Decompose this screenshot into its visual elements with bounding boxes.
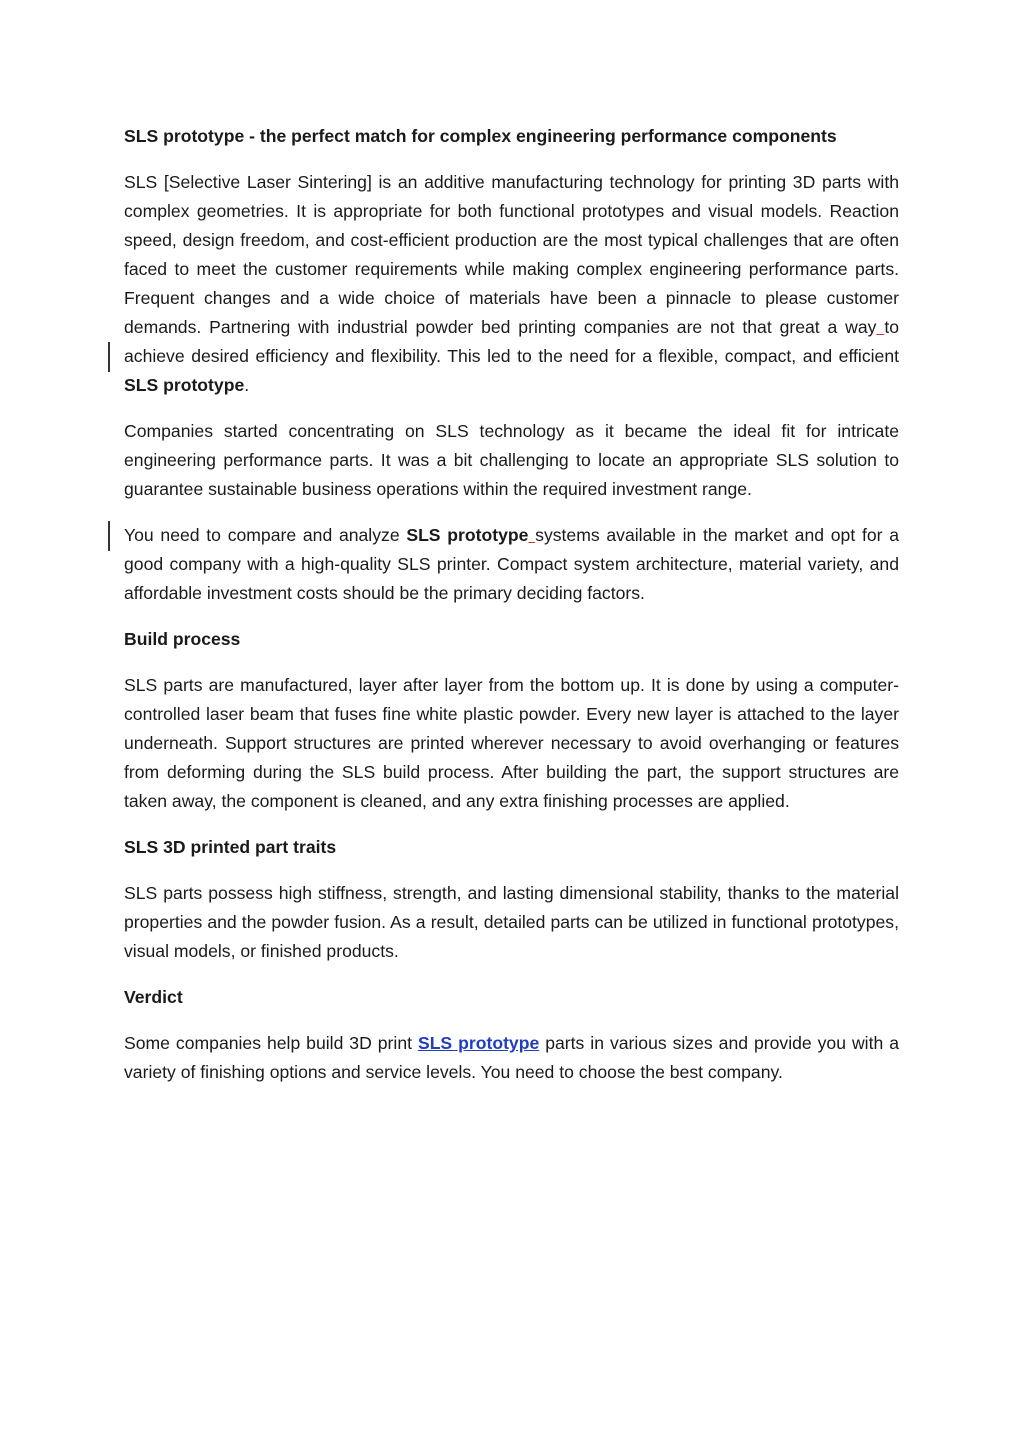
traits-heading: SLS 3D printed part traits	[124, 837, 337, 857]
traits-paragraph: SLS parts possess high stiffness, strength, and lasting dimensional stability, thanks to the material properties and the powder fusion. As a result, detailed parts can be utilized in functional prototypes, visual models, or finished products.	[124, 883, 899, 961]
verdict-text-2: parts in various sizes and provide you with a variety of finishing options and service levels. You need to choose the best company.	[124, 1033, 899, 1082]
intro-end: .	[244, 375, 250, 395]
verdict-paragraph	[124, 1029, 899, 1087]
paragraph-three-text-2: systems available in the market and opt for a good company with a high-quality SLS printer. Compact system architecture, material variety, and affordable investment costs should be the primary deciding factors.	[124, 525, 899, 603]
document-title: SLS prototype - the perfect match for complex engineering performance components	[124, 126, 837, 146]
build-process-heading: Build process	[124, 629, 241, 649]
change-bar-marker	[108, 342, 110, 372]
paragraph-two: Companies started concentrating on SLS technology as it became the ideal fit for intricate engineering performance parts. It was a bit challenging to locate an appropriate SLS solution to guarantee sustainable business operations within the required investment range.	[124, 421, 899, 499]
sls-prototype-link[interactable]: SLS prototype	[417, 1033, 540, 1053]
change-bar-marker	[108, 521, 110, 551]
intro-text-2: to achieve desired efficiency and flexibility. This led to the need for a flexible, compact, and efficient	[124, 317, 899, 366]
document-body	[124, 122, 899, 1104]
intro-bold-term: SLS prototype	[124, 375, 245, 395]
paragraph-three-bold-term: SLS prototype	[406, 525, 529, 545]
paragraph-three	[124, 521, 899, 608]
intro-text-1: SLS [Selective Laser Sintering] is an additive manufacturing technology for printing 3D parts with complex geometries. It is appropriate for both functional prototypes and visual models. Reaction speed, design freedom, and cost-efficient production are the most typical challenges that are often faced to meet the customer requirements while making complex engineering performance parts. Frequent changes and a wide choice of materials have been a pinnacle to please customer demands. Partnering with industrial powder bed printing companies are not that great a way	[124, 172, 899, 337]
build-process-paragraph: SLS parts are manufactured, layer after layer from the bottom up. It is done by using a computer-controlled laser beam that fuses fine white plastic powder. Every new layer is attached to the layer underneath. Support structures are printed wherever necessary to avoid overhanging or features from deforming during the SLS build process. After building the part, the support structures are taken away, the component is cleaned, and any extra finishing processes are applied.	[124, 675, 899, 811]
paragraph-three-text-1: You need to compare and analyze	[124, 525, 407, 545]
intro-paragraph	[124, 168, 899, 400]
verdict-text-1: Some companies help build 3D print	[124, 1033, 418, 1053]
verdict-heading: Verdict	[124, 987, 183, 1007]
